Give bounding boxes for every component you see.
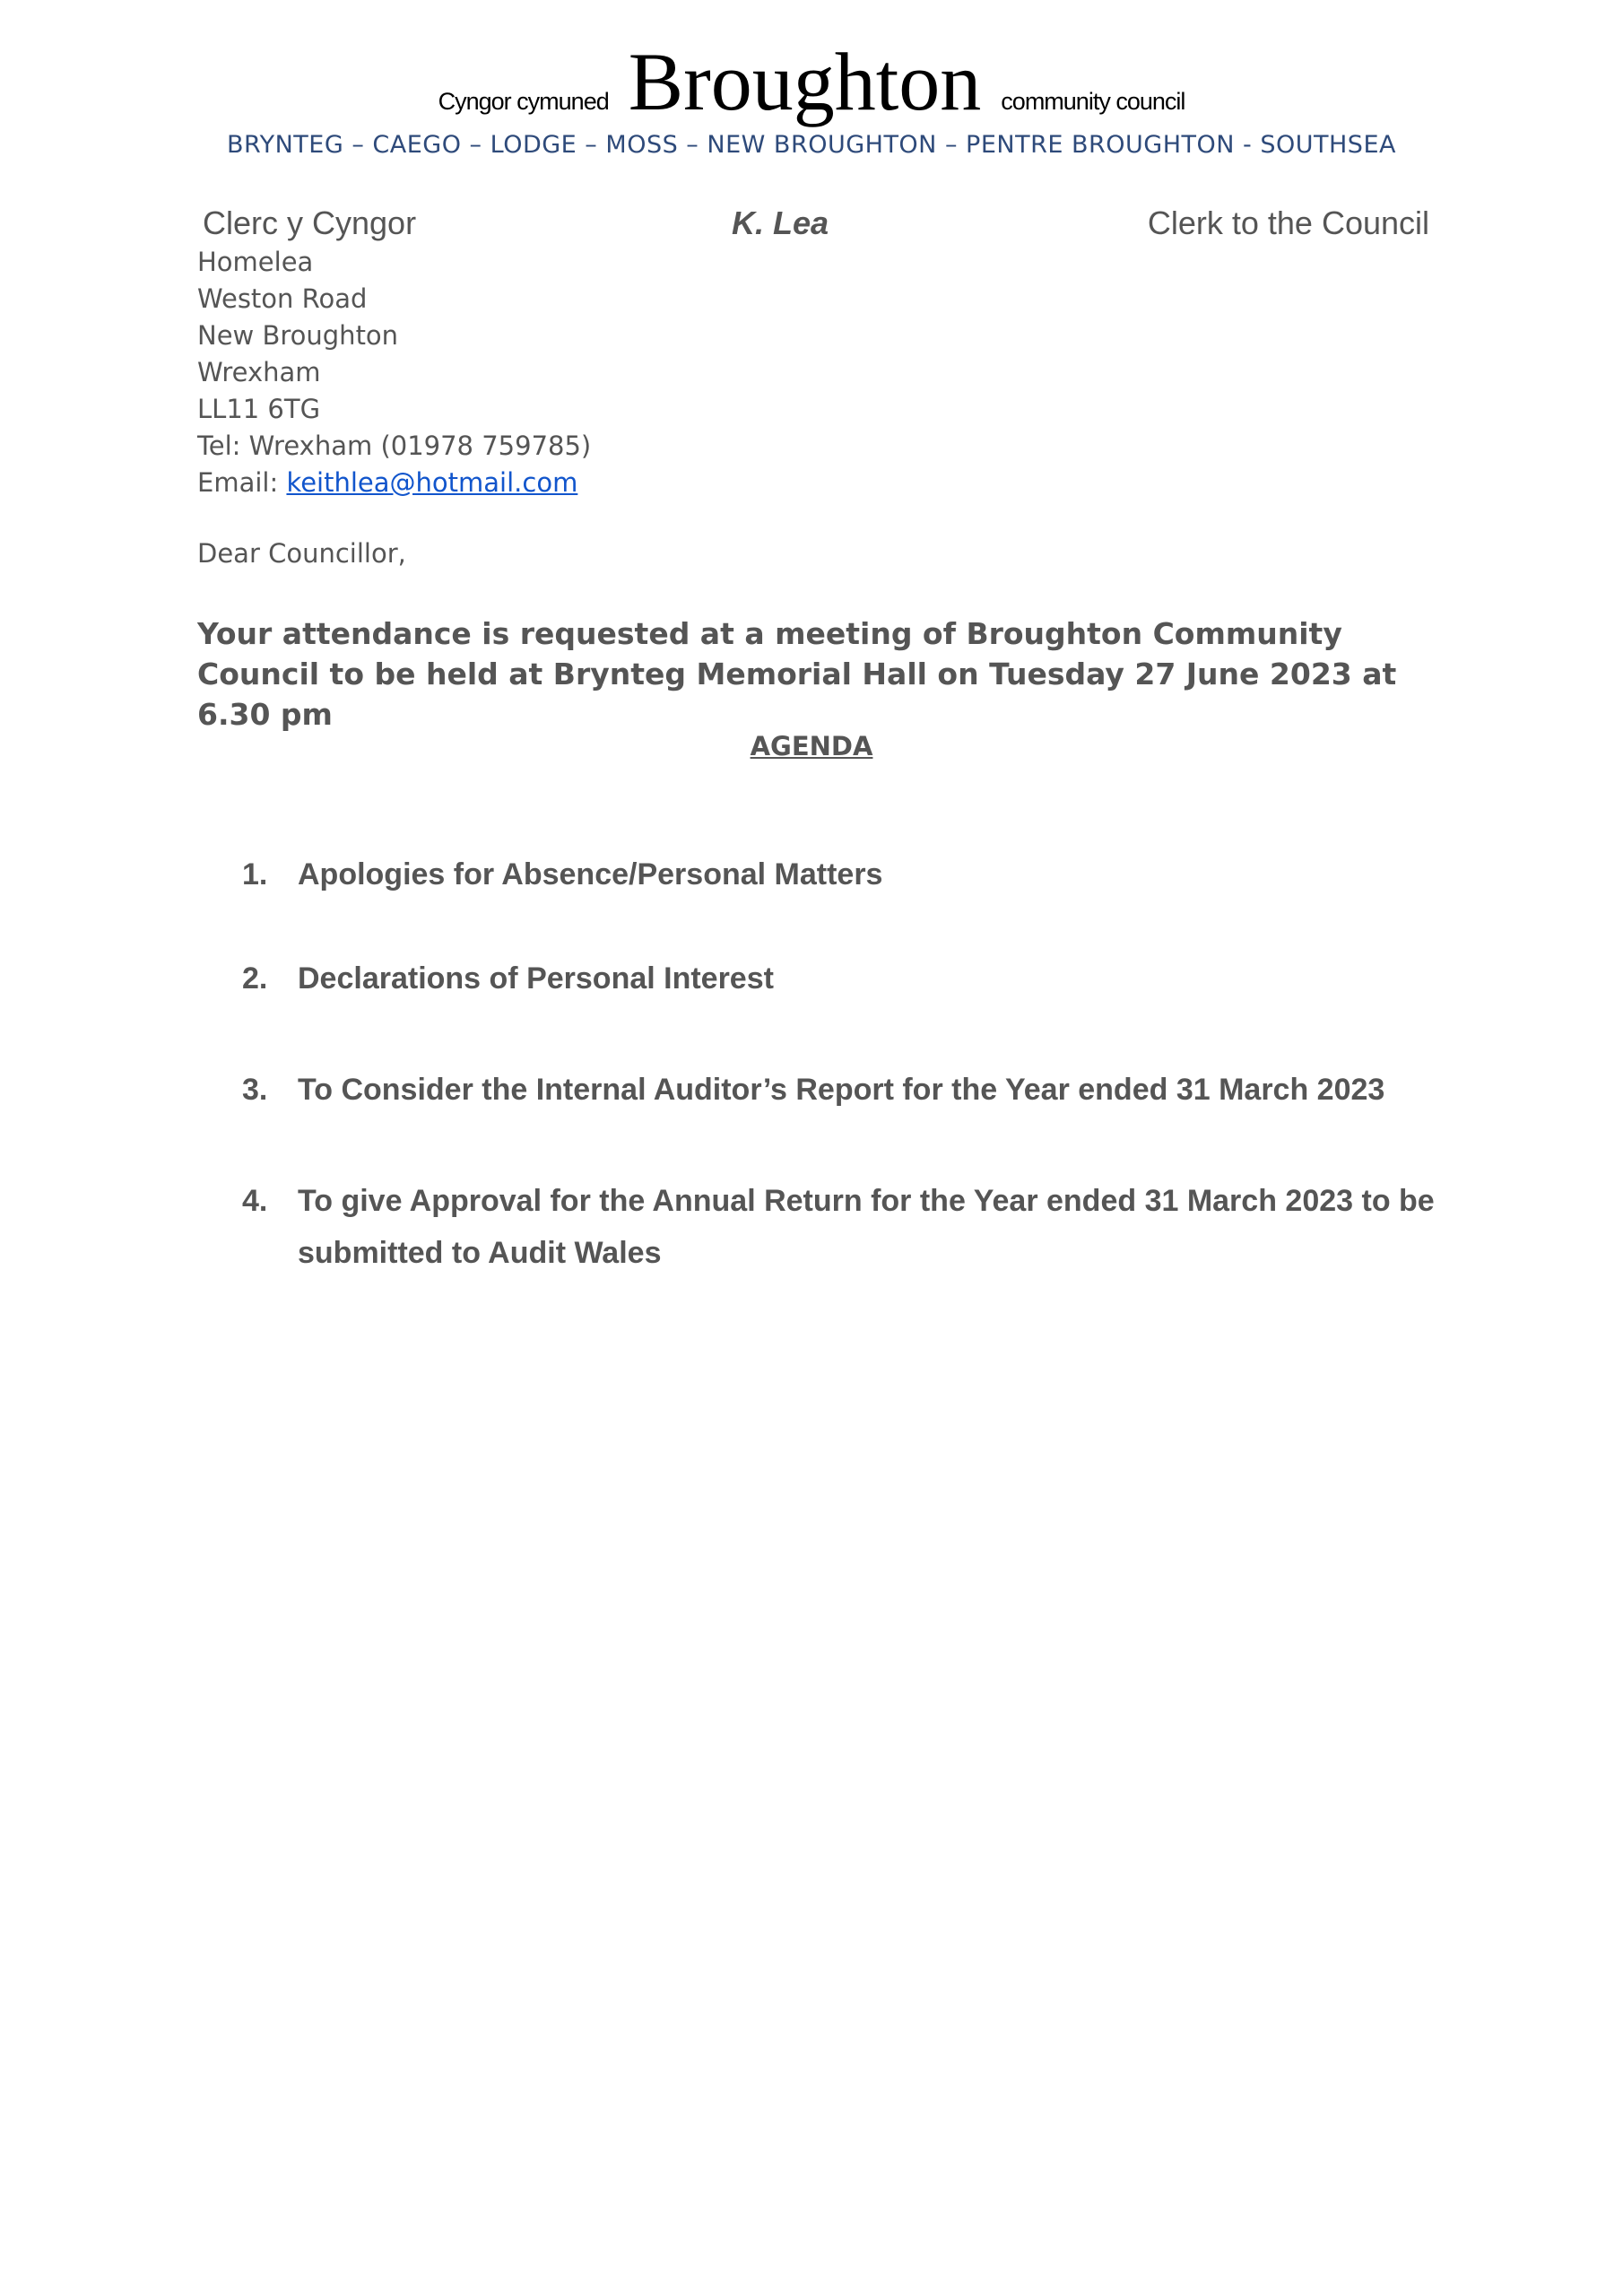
agenda-item-number: 4.	[242, 1184, 268, 1218]
letterhead-villages: BRYNTEG – CAEGO – LODGE – MOSS – NEW BROUGHTON – PENTRE BROUGHTON - SOUTHSEA	[227, 131, 1396, 159]
clerk-row	[201, 204, 1429, 246]
agenda-title: AGENDA	[750, 731, 873, 761]
address-email-row	[197, 465, 591, 501]
email-link[interactable]: keithlea@hotmail.com	[286, 467, 578, 498]
letterhead	[0, 34, 1623, 129]
agenda-item-text: Apologies for Absence/Personal Matters	[298, 857, 883, 891]
agenda-item-text: To Consider the Internal Auditor’s Report for the Year ended 31 March 2023	[298, 1073, 1385, 1107]
address-line: Wrexham	[197, 357, 321, 387]
letterhead-council-name: Broughton	[628, 36, 982, 127]
address-line: Weston Road	[197, 283, 368, 314]
agenda-item	[242, 848, 1462, 900]
letterhead-welsh-prefix: Cyngor cymuned	[438, 88, 609, 115]
address-line: Homelea	[197, 247, 314, 277]
agenda-item-number: 3.	[242, 1073, 268, 1107]
salutation: Dear Councillor,	[197, 538, 406, 569]
address-block	[197, 244, 591, 501]
agenda-item-text: To give Approval for the Annual Return for the Year ended 31 March 2023 to be submitted to Audit Wales	[298, 1184, 1435, 1270]
address-line: New Broughton	[197, 320, 399, 351]
clerk-name: K. Lea	[732, 204, 829, 241]
clerk-welsh-title: Clerc y Cyngor	[203, 204, 417, 241]
agenda-item	[242, 952, 1462, 1004]
agenda-item-number: 1.	[242, 857, 268, 891]
clerk-english-title: Clerk to the Council	[1147, 204, 1429, 241]
email-label: Email:	[197, 467, 287, 498]
agenda-item	[242, 1175, 1462, 1279]
agenda-item	[242, 1064, 1462, 1116]
meeting-intro: Your attendance is requested at a meeting of Broughton Community Council to be held at Brynteg Memorial Hall on Tuesday 27 June 2023 at 6.30 pm	[197, 616, 1397, 732]
agenda-item-number: 2.	[242, 961, 268, 996]
agenda-item-text: Declarations of Personal Interest	[298, 961, 774, 996]
address-telephone: Tel: Wrexham (01978 759785)	[197, 430, 592, 461]
letterhead-english-suffix: community council	[1001, 88, 1185, 115]
address-line: LL11 6TG	[197, 394, 321, 424]
